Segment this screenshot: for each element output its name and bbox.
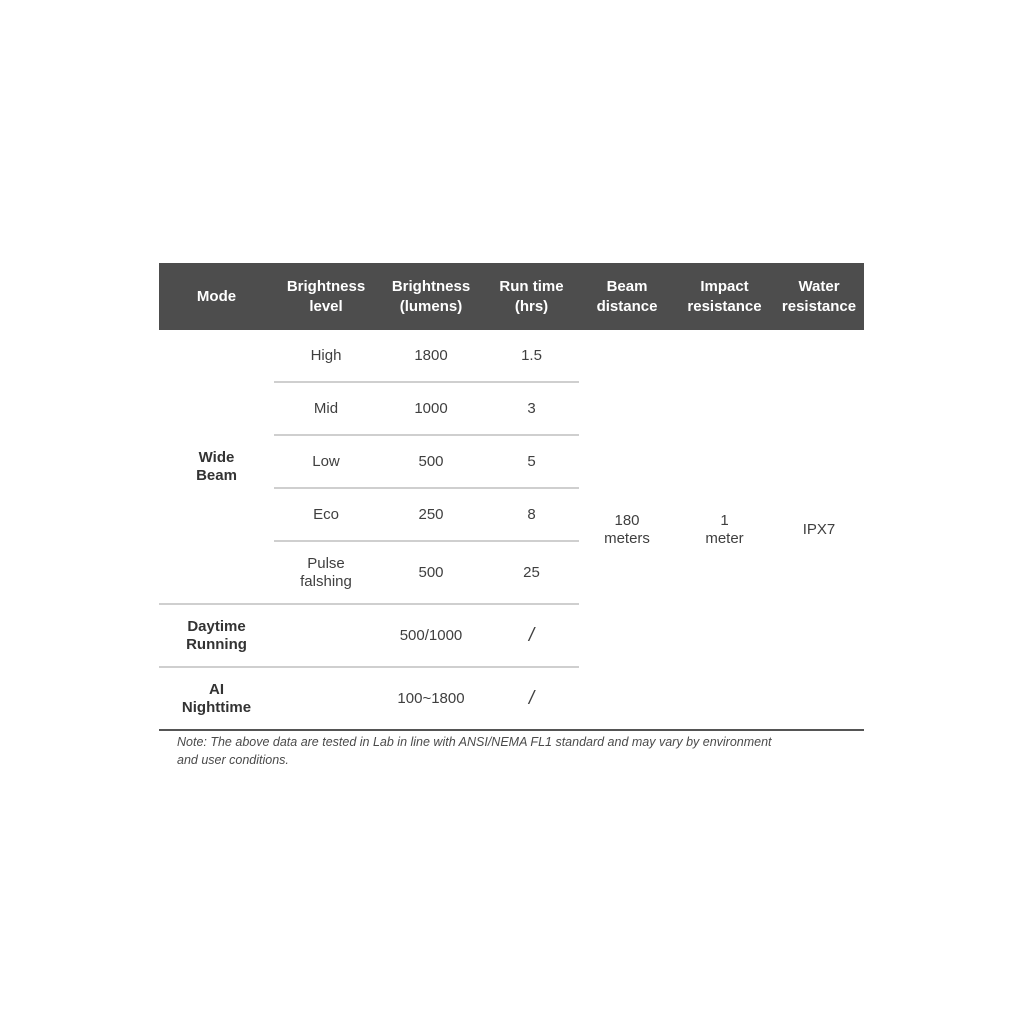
brightness-level-cell [274, 667, 378, 730]
mode-ai-nighttime: AI Nighttime [159, 667, 274, 730]
runtime-cell: / [484, 667, 579, 730]
brightness-level-cell: High [310, 346, 342, 364]
test-note [177, 733, 857, 769]
runtime-cell: 8 [484, 488, 579, 541]
lumens-cell: 250 [378, 488, 484, 541]
brightness-level-cell: Eco [274, 488, 378, 541]
brightness-level-cell: Pulse falshing [274, 541, 378, 604]
lumens-cell: 500 [378, 541, 484, 604]
note-line-2: and user conditions. [177, 753, 289, 767]
brightness-level-cell: Mid [274, 382, 378, 435]
header-run-time: Run time (hrs) [484, 263, 579, 330]
lumens-cell: 500/1000 [378, 604, 484, 667]
runtime-cell: 3 [484, 382, 579, 435]
mode-daytime-running: Daytime Running [159, 604, 274, 667]
lumens-cell: 1800 [414, 346, 448, 364]
header-impact-resistance: Impact resistance [675, 263, 774, 330]
table-row [159, 330, 864, 382]
note-line-1: Note: The above data are tested in Lab in line with ANSI/NEMA FL1 standard and may vary by environment [177, 735, 772, 749]
water-resistance-cell: IPX7 [774, 330, 864, 730]
mode-wide-beam: Wide Beam [196, 448, 237, 484]
runtime-cell: 5 [484, 435, 579, 488]
header-row [159, 263, 864, 330]
spec-table [159, 263, 864, 731]
header-beam-distance: Beam distance [579, 263, 675, 330]
header-mode: Mode [159, 263, 274, 330]
runtime-cell: 1.5 [521, 346, 542, 364]
brightness-level-cell [274, 604, 378, 667]
lumens-cell: 100~1800 [378, 667, 484, 730]
runtime-cell: / [484, 604, 579, 667]
header-water-resistance: Water resistance [774, 263, 864, 330]
header-brightness-level: Brightness level [274, 263, 378, 330]
lumens-cell: 500 [378, 435, 484, 488]
beam-distance-cell: 180 meters [579, 330, 675, 730]
impact-resistance-cell: 1 meter [675, 330, 774, 730]
runtime-cell: 25 [484, 541, 579, 604]
lumens-cell: 1000 [378, 382, 484, 435]
header-brightness-lumens: Brightness (lumens) [378, 263, 484, 330]
brightness-level-cell: Low [274, 435, 378, 488]
